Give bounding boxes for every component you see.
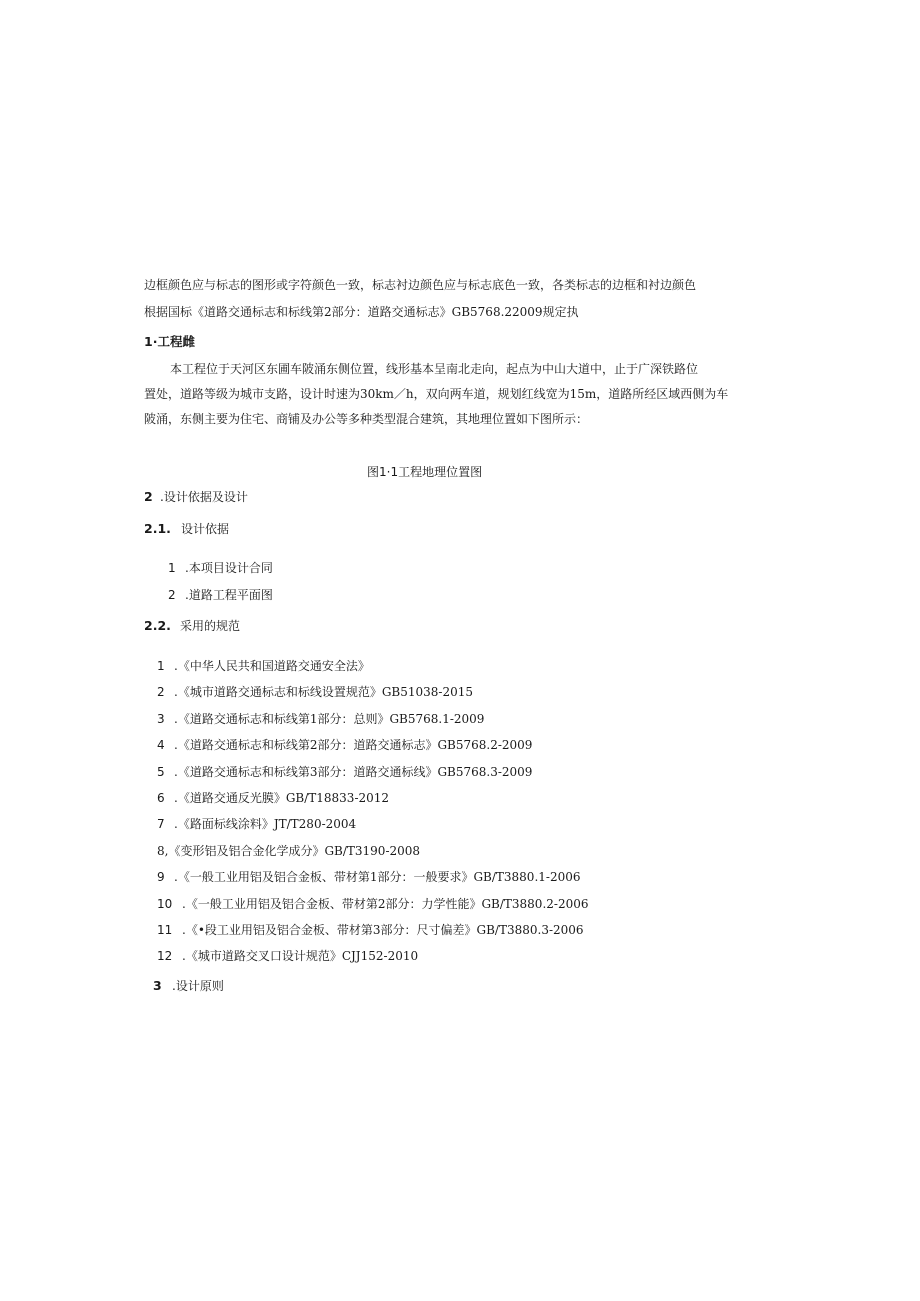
list-item: .《道路交通标志和标线第1部分：总则》GB5768.1-2009 [174,712,485,726]
list-item: .《道路交通反光膜》GB/T18833-2012 [174,791,390,805]
list-item-number: 5 [157,765,165,779]
list-item: .《一般工业用铝及铝合金板、带材第2部分：力学性能》GB/T3880.2-2006 [182,897,589,911]
list-item-number: 1 [157,659,165,673]
list-item: .《城市道路交通标志和标线设置规范》GB51038-2015 [174,685,473,699]
section-1-heading: 1·工程雌 [144,334,195,349]
list-item: .《城市道路交叉口设计规范》CJJ152-2010 [182,949,419,963]
list-item: .本项目设计合同 [185,561,273,575]
section-3-num: 3 [153,978,162,993]
section-2-1-num: 2.1. [144,521,171,536]
list-item: .《中华人民共和国道路交通安全法》 [174,659,370,673]
section-1-para-line-2: 置处，道路等级为城市支路，设计时速为30km／h，双向两车道，规划红线宽为15m，道路所经区域西侧为车 [144,387,729,401]
list-item: .《•段工业用铝及铝合金板、带材第3部分：尺寸偏差》GB/T3880.3-2006 [182,923,584,937]
list-item: .《道路交通标志和标线第2部分：道路交通标志》GB5768.2-2009 [174,738,533,752]
list-item: .《道路交通标志和标线第3部分：道路交通标线》GB5768.3-2009 [174,765,533,779]
list-item: 8,《变形铝及铝合金化学成分》GB/T3190-2008 [157,844,421,858]
list-item-number: 12 [157,949,173,963]
list-item-number: 9 [157,870,165,884]
section-2-2-title: 采用的规范 [180,619,241,633]
list-item-number: 1 [168,561,176,575]
section-2-2-num: 2.2. [144,618,171,633]
section-1-para-line-3: 陂涌，东侧主要为住宅、商铺及办公等多种类型混合建筑，其地理位置如下图所示： [144,412,589,426]
intro-line-2: 根据国标《道路交通标志和标线第2部分：道路交通标志》GB5768.22009规定执 [144,305,579,319]
list-item-number: 11 [157,923,173,937]
list-item-number: 2 [157,685,165,699]
section-3-title: .设计原则 [172,979,224,993]
section-2-1-title: 设计依据 [181,522,230,536]
section-2-title: .设计依据及设计 [160,490,248,504]
list-item: .《路面标线涂料》JT/T280-2004 [174,817,357,831]
list-item: .道路工程平面图 [185,588,273,602]
list-item-number: 6 [157,791,165,805]
list-item-number: 2 [168,588,176,602]
list-item: .《一般工业用铝及铝合金板、带材第1部分：一般要求》GB/T3880.1-2006 [174,870,581,884]
list-item-number: 4 [157,738,165,752]
figure-caption: 图1·1工程地理位置图 [367,465,483,479]
section-1-para-line-1: 本工程位于天河区东圃车陂涌东侧位置，线形基本呈南北走向，起点为中山大道中，止于广深铁路位 [170,362,699,376]
list-item-number: 10 [157,897,173,911]
list-item-number: 3 [157,712,165,726]
section-2-num: 2 [144,489,153,504]
list-item-number: 7 [157,817,165,831]
intro-line-1: 边框颜色应与标志的图形或字符颜色一致，标志衬边颜色应与标志底色一致，各类标志的边框和衬边颜色 [144,278,697,292]
